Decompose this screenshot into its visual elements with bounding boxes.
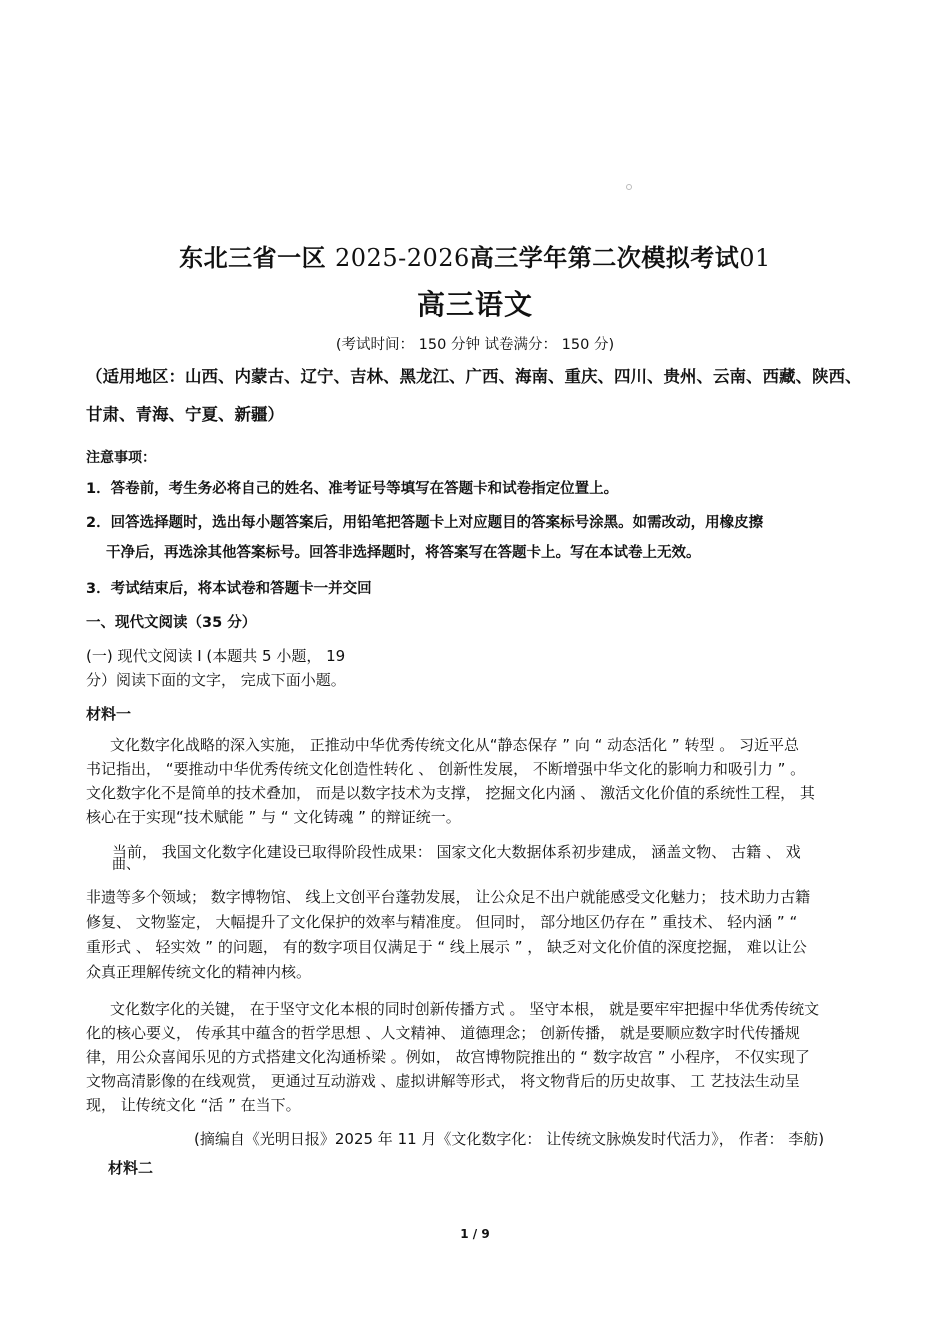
notice-item-2-line-1: 2．回答选择题时，选出每小题答案后，用铅笔把答题卡上对应题目的答案标号涂黑。如需改动，用橡皮擦 bbox=[86, 515, 764, 531]
section-intro-line-2: 分）阅读下面的文字， 完成下面小题。 bbox=[86, 671, 346, 689]
material-1-p2-line-1b: 曲、 bbox=[112, 857, 140, 873]
exam-title bbox=[0, 238, 950, 273]
material-2-heading: 材料二 bbox=[108, 1159, 154, 1177]
exam-title-prefix: 东北三省一区 bbox=[179, 244, 327, 272]
notice-heading: 注意事项： bbox=[86, 450, 156, 466]
material-1-p1-line-1: 文化数字化战略的深入实施， 正推动中华优秀传统文化从“静态保存 ” 向 “ 动态活化 ” 转型 。 习近平总 bbox=[110, 736, 800, 754]
material-1-source: (摘编自《光明日报》2025 年 11 月《文化数字化： 让传统文脉焕发时代活力》， 作者： 李舫) bbox=[194, 1130, 825, 1148]
material-1-p4-line-2: 化的核心要义， 传承其中蕴含的哲学思想 、人文精神、 道德理念； 创新传播， 就是要顺应数字时代传播规 bbox=[86, 1024, 800, 1042]
subject-title: 高三语文 bbox=[416, 288, 533, 321]
material-1-p1-line-2: 书记指出， “要推动中华优秀传统文化创造性转化 、 创新性发展， 不断增强中华文化的影响力和吸引力 ” 。 bbox=[86, 760, 806, 778]
page-number: 1 / 9 bbox=[460, 1227, 490, 1241]
material-1-p4-line-4: 文物高清影像的在线观赏， 更通过互动游戏 、虚拟讲解等形式， 将文物背后的历史故事、 工 艺技法生动呈 bbox=[86, 1072, 800, 1090]
applicable-regions: （适用地区：山西、内蒙古、辽宁、吉林、黑龙江、广西、海南、重庆、四川、贵州、云南、西藏、陕西、甘肃、青海、宁夏、新疆） bbox=[86, 367, 862, 424]
material-1-p3-line-4: 众真正理解传统文化的精神内核。 bbox=[86, 963, 312, 981]
section-title: 一、现代文阅读（35 分） bbox=[86, 615, 257, 631]
material-1-p1-line-4: 核心在于实现“技术赋能 ” 与 “ 文化铸魂 ” 的辩证统一。 bbox=[86, 808, 461, 826]
material-1-p4-line-3: 律，用公众喜闻乐见的方式搭建文化沟通桥梁 。例如， 故宫博物院推出的 “ 数字故宫 ” 小程序， 不仅实现了 bbox=[86, 1048, 810, 1066]
page-marker-dot bbox=[626, 184, 632, 190]
material-1-p3-line-2: 修复、 文物鉴定， 大幅提升了文化保护的效率与精准度。 但同时， 部分地区仍存在 ” 重技术、 轻内涵 ” “ bbox=[86, 913, 798, 931]
material-1-p4-line-5: 现， 让传统文化 “活 ” 在当下。 bbox=[86, 1096, 301, 1114]
notice-item-1: 1．答卷前，考生务必将自己的姓名、准考证号等填写在答题卡和试卷指定位置上。 bbox=[86, 481, 619, 497]
exam-time-info: (考试时间： 150 分钟 试卷满分： 150 分) bbox=[335, 337, 615, 353]
exam-title-mid: 高三学年第二次模拟考试 bbox=[469, 244, 740, 272]
material-1-p4-line-1: 文化数字化的关键， 在于坚守文化本根的同时创新传播方式 。 坚守本根， 就是要牢牢把握中华优秀传统文 bbox=[110, 1000, 820, 1018]
notice-item-2-line-2: 干净后，再选涂其他答案标号。回答非选择题时，将答案写在答题卡上。写在本试卷上无效。 bbox=[106, 545, 701, 561]
material-1-p3-line-1: 非遗等多个领域； 数字博物馆、 线上文创平台蓬勃发展， 让公众足不出户就能感受文化魅力； 技术助力古籍 bbox=[86, 888, 811, 906]
notice-item-3: 3．考试结束后，将本试卷和答题卡一并交回 bbox=[86, 581, 372, 597]
section-intro-line-1: (一) 现代文阅读 Ⅰ (本题共 5 小题， 19 bbox=[86, 647, 346, 665]
exam-title-years: 2025-2026 bbox=[335, 244, 470, 272]
exam-title-number: 01 bbox=[739, 244, 771, 272]
material-1-heading: 材料一 bbox=[86, 705, 132, 723]
notice-item-2 bbox=[86, 508, 763, 568]
material-1-p2-line-1: 当前， 我国文化数字化建设已取得阶段性成果： 国家文化大数据体系初步建成， 涵盖文物、 古籍 、 戏 bbox=[112, 843, 801, 861]
material-1-p1-line-3: 文化数字化不是简单的技术叠加， 而是以数字技术为支撑， 挖掘文化内涵 、 激活文化价值的系统性工程， 其 bbox=[86, 784, 815, 802]
material-1-p3-line-3: 重形式 、 轻实效 ” 的问题， 有的数字项目仅满足于 “ 线上展示 ” ， 缺乏对文化价值的深度挖掘， 难以让公 bbox=[86, 938, 807, 956]
